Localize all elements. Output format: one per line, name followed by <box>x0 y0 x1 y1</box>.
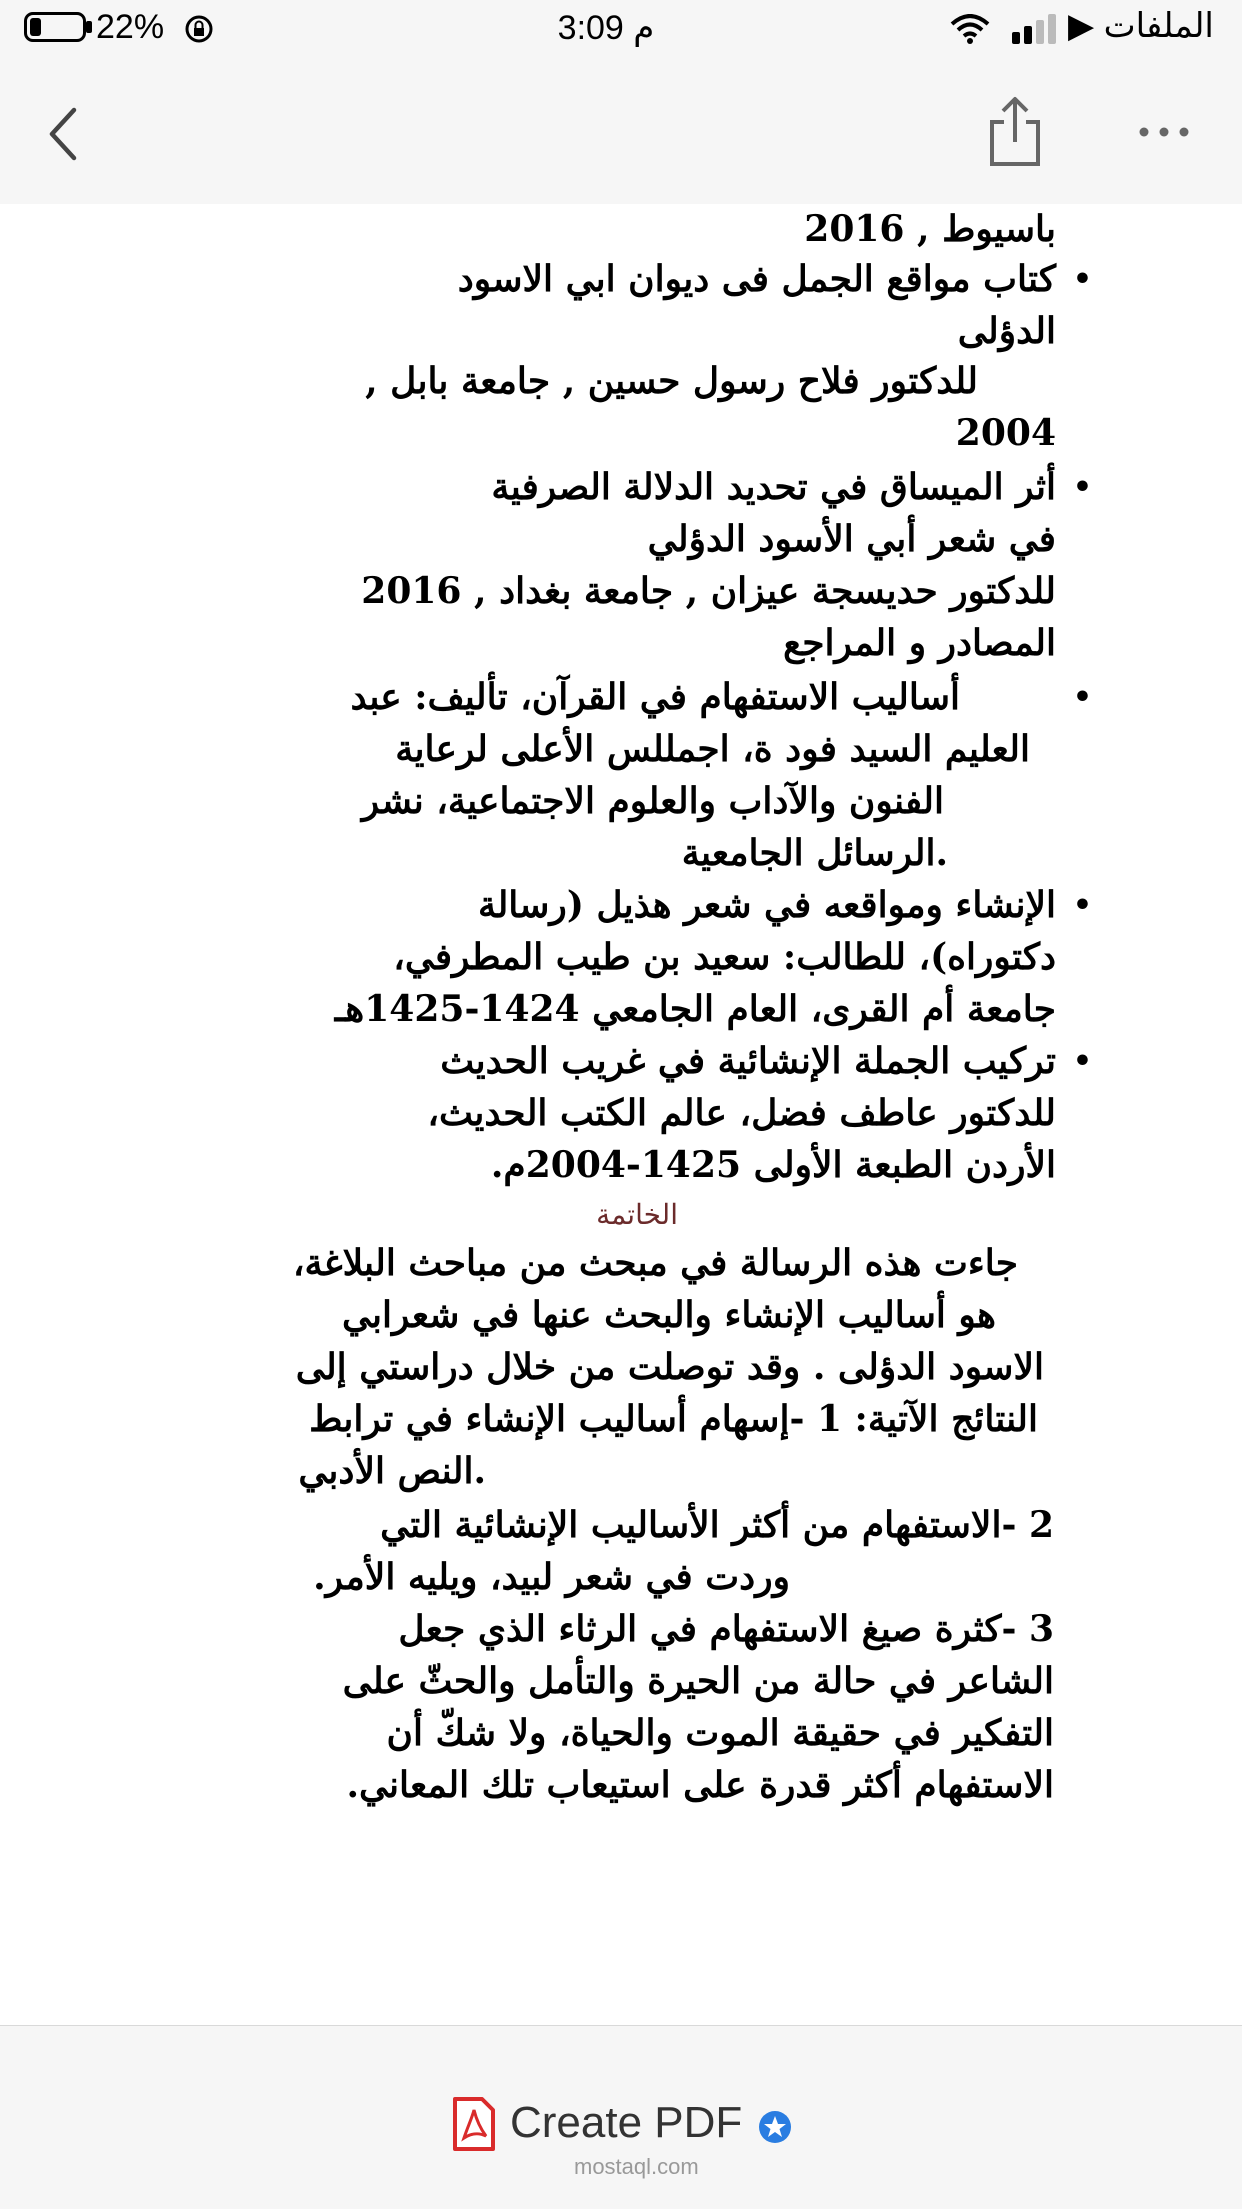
document-line: التفكير في حقيقة الموت والحياة، ولا شكّ أن <box>386 1712 1054 1754</box>
ellipsis-icon[interactable] <box>1136 122 1192 142</box>
document-line: 2004 <box>955 412 1056 454</box>
create-pdf-label: Create PDF <box>510 2098 743 2147</box>
document-line: الدؤلى <box>957 310 1056 352</box>
wifi-icon <box>950 14 990 44</box>
document-line: .الرسائل الجامعية <box>681 832 948 874</box>
document-line: هو أساليب الإنشاء والبحث عنها في شعرابي <box>341 1294 996 1336</box>
clock: 3:09 م <box>557 9 655 47</box>
document-line: للدكتور حديسجة عيزان , جامعة بغداد , 2016 <box>361 570 1056 612</box>
bullet-glyph: • <box>1072 262 1092 297</box>
document-page[interactable] <box>0 204 1242 2024</box>
section-heading: الخاتمة <box>596 1198 678 1231</box>
document-line: الفنون والآداب والعلوم الاجتماعية، نشر <box>361 780 944 822</box>
navigation-bar <box>0 62 1242 205</box>
bullet-glyph: • <box>1072 888 1092 923</box>
bullet-glyph: • <box>1072 1044 1092 1079</box>
bottom-toolbar <box>0 2025 1242 2209</box>
document-line: جامعة أم القرى، العام الجامعي 1424-1425هـ <box>334 988 1056 1030</box>
document-line: النتائج الآتية: 1 -إسهام أساليب الإنشاء في ترابط <box>309 1398 1038 1440</box>
document-line: 2 -الاستفهام من أكثر الأساليب الإنشائية التي <box>380 1504 1054 1546</box>
document-line: 3 -كثرة صيغ الاستفهام في الرثاء الذي جعل <box>398 1608 1054 1650</box>
document-line: الاسود الدؤلى . وقد توصلت من خلال دراستي إلى <box>295 1346 1044 1388</box>
pdf-file-icon <box>452 2096 496 2152</box>
document-line: الاستفهام أكثر قدرة على استيعاب تلك المعاني. <box>346 1764 1054 1806</box>
premium-star-icon <box>758 2110 792 2144</box>
document-line: الشاعر في حالة من الحيرة والتأمل والحثّ على <box>342 1660 1054 1702</box>
cellular-signal-icon <box>1010 12 1062 44</box>
document-line: كتاب مواقع الجمل فى ديوان ابي الاسود <box>457 258 1056 300</box>
document-line: المصادر و المراجع <box>783 622 1056 664</box>
document-line: باسيوط , 2016 <box>804 208 1056 250</box>
document-line: الأردن الطبعة الأولى 1425-2004م. <box>490 1144 1056 1186</box>
document-line: جاءت هذه الرسالة في مبحث من مباحث البلاغة، <box>292 1242 1018 1284</box>
document-line: في شعر أبي الأسود الدؤلي <box>647 518 1056 560</box>
document-line: للدكتور فلاح رسول حسين , جامعة بابل , <box>365 360 978 402</box>
bullet-glyph: • <box>1072 680 1092 715</box>
document-line: أساليب الاستفهام في القرآن، تأليف: عبد <box>350 676 960 718</box>
document-line: دكتوراه)، للطالب: سعيد بن طيب المطرفي، <box>393 936 1056 978</box>
document-line: تركيب الجملة الإنشائية في غريب الحديث <box>440 1040 1056 1082</box>
document-line: وردت في شعر لبيد، ويليه الأمر. <box>313 1556 790 1598</box>
document-line: .النص الأدبي <box>298 1450 486 1492</box>
status-bar <box>0 0 1242 62</box>
bullet-glyph: • <box>1072 470 1092 505</box>
back-to-app-link[interactable]: الملفات ▶ <box>1068 7 1214 45</box>
chevron-left-icon[interactable] <box>44 104 84 164</box>
battery-percent: 22% <box>96 8 165 46</box>
watermark-text: mostaql.com <box>574 2154 699 2179</box>
document-line: الإنشاء ومواقعه في شعر هذيل (رسالة <box>478 884 1056 926</box>
share-icon[interactable] <box>986 94 1044 168</box>
document-line: أثر الميساق في تحديد الدلالة الصرفية <box>491 466 1056 508</box>
document-line: العليم السيد فود ة، اجمللس الأعلى لرعاية <box>395 728 1030 770</box>
document-line: للدكتور عاطف فضل، عالم الكتب الحديث، <box>427 1092 1056 1134</box>
